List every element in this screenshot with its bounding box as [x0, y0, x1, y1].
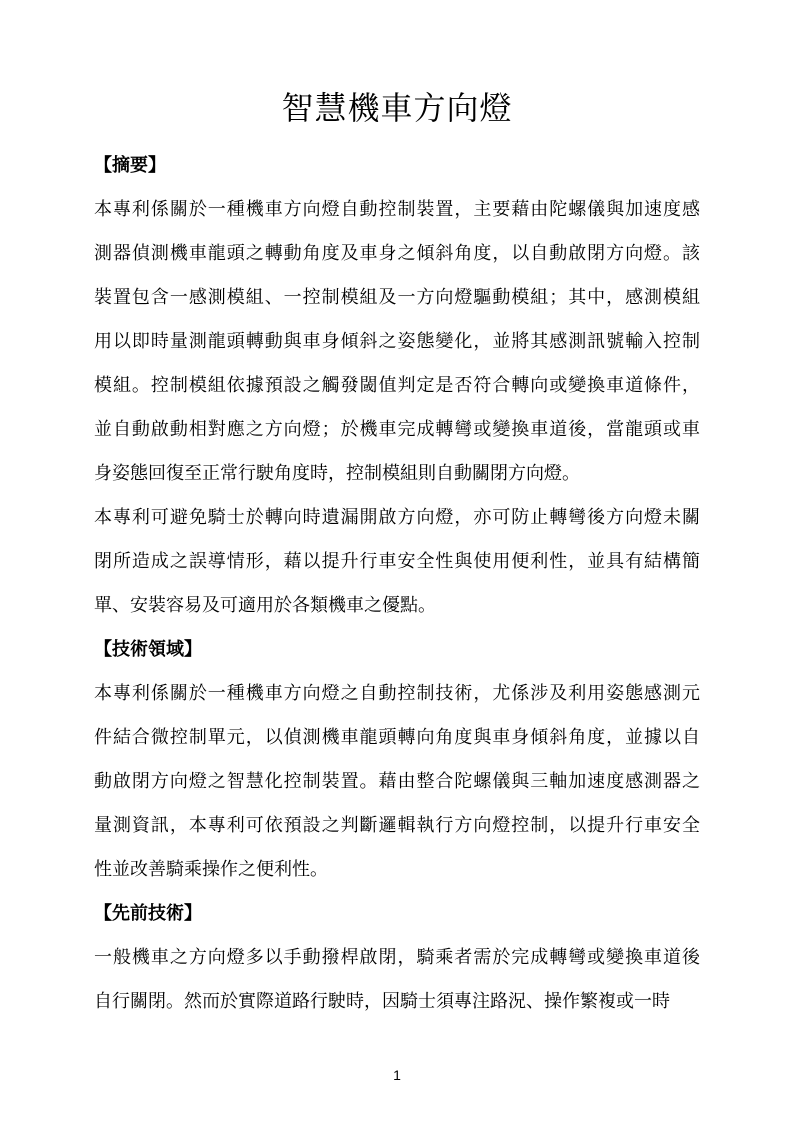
paragraph-line: 量測資訊，本專利可依預設之判斷邏輯執行方向燈控制，以提升行車安全	[94, 815, 700, 835]
paragraph-line: 本專利係關於一種機車方向燈之自動控制技術，尤係涉及利用姿態感測元	[94, 683, 700, 703]
section-heading: 【技術領域】	[94, 639, 202, 659]
paragraph-line: 動啟閉方向燈之智慧化控制裝置。藉由整合陀螺儀與三軸加速度感測器之	[94, 771, 700, 791]
paragraph-line: 本專利可避免騎士於轉向時遺漏開啟方向燈，亦可防止轉彎後方向燈未關	[94, 507, 700, 527]
paragraph-line: 單、安裝容易及可適用於各類機車之優點。	[94, 595, 436, 615]
paragraph-line: 性並改善騎乘操作之便利性。	[94, 859, 328, 879]
paragraph-line: 自行關閉。然而於實際道路行駛時，因騎士須專注路況、操作繁複或一時	[94, 991, 670, 1011]
paragraph-line: 一般機車之方向燈多以手動撥桿啟閉，騎乘者需於完成轉彎或變換車道後	[94, 947, 700, 967]
paragraph-line: 裝置包含一感測模組、一控制模組及一方向燈驅動模組；其中，感測模組	[94, 287, 700, 307]
document-body	[94, 143, 700, 1023]
page-number: 1	[393, 1067, 401, 1083]
paragraph-line: 並自動啟動相對應之方向燈；於機車完成轉彎或變換車道後，當龍頭或車	[94, 419, 700, 439]
document-title: 智慧機車方向燈	[281, 90, 513, 126]
document-content	[94, 83, 700, 1023]
paragraph-line: 身姿態回復至正常行駛角度時，控制模組則自動關閉方向燈。	[94, 463, 580, 483]
section-heading: 【先前技術】	[94, 903, 202, 923]
paragraph-line: 測器偵測機車龍頭之轉動角度及車身之傾斜角度，以自動啟閉方向燈。該	[94, 243, 700, 263]
paragraph-line: 用以即時量測龍頭轉動與車身傾斜之姿態變化，並將其感測訊號輸入控制	[94, 331, 700, 351]
paragraph-line: 模組。控制模組依據預設之觸發閾值判定是否符合轉向或變換車道條件，	[94, 375, 700, 395]
paragraph-line: 閉所造成之誤導情形，藉以提升行車安全性與使用便利性，並具有結構簡	[94, 551, 700, 571]
paragraph-line: 本專利係關於一種機車方向燈自動控制裝置，主要藉由陀螺儀與加速度感	[94, 199, 700, 219]
paragraph-line: 件結合微控制單元，以偵測機車龍頭轉向角度與車身傾斜角度，並據以自	[94, 727, 700, 747]
section-heading: 【摘要】	[94, 155, 166, 175]
